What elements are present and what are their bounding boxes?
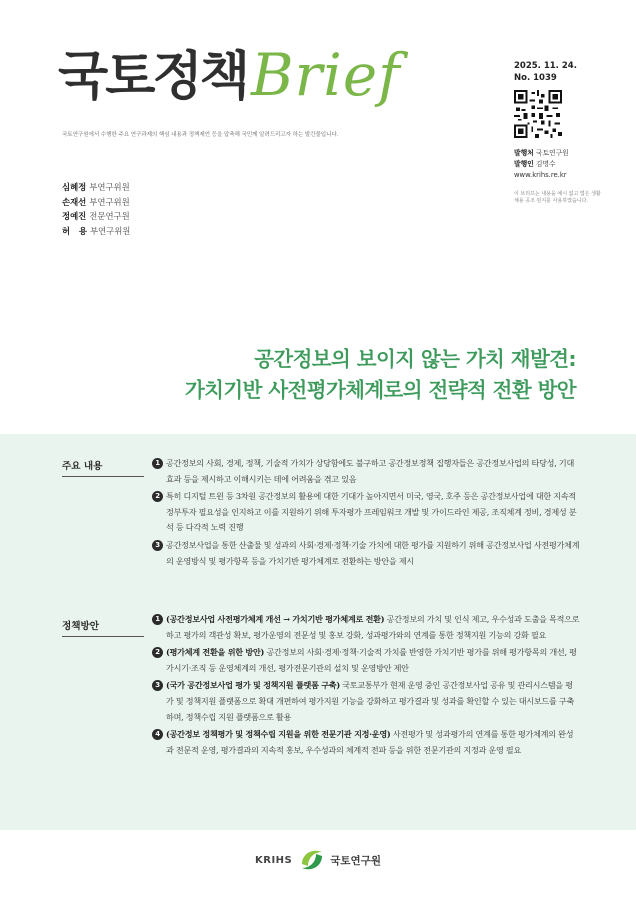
item-body: 사전평가 및 성과평가의 연계를 통한 평가체계의 완성과 전문적 운영, 평가결과의 지속적 홍보, 우수성과의 체계적 전파 등을 위한 전문기관의 지정과 운영 필요: [166, 729, 574, 755]
issue-date: 2025. 11. 24.: [514, 61, 577, 71]
org-name: 국토연구원: [330, 854, 381, 867]
footer: [0, 846, 636, 874]
section-label-policy: 정책방안: [62, 618, 144, 637]
summary-item: [152, 538, 580, 569]
brand-english: Brief: [250, 41, 401, 109]
author-row: [62, 195, 130, 210]
item-highlight: (공간정보 정책평가 및 정책수립 지원을 위한 전문기관 지정·운영): [166, 729, 391, 740]
title-line-1: 공간정보의 보이지 않는 가치 재발견:: [254, 347, 576, 371]
publication-logo: [58, 41, 401, 109]
krihs-logo-icon: [298, 846, 326, 874]
item-number-badge: 2: [152, 491, 163, 502]
policy-item: [152, 727, 580, 758]
item-number-badge: 2: [152, 647, 163, 658]
item-text: [166, 645, 580, 676]
report-title: [185, 344, 576, 406]
item-text: [166, 612, 580, 643]
author-role: 부연구위원: [89, 225, 131, 236]
summary-items: [152, 456, 580, 571]
author-name: 심혜정: [62, 182, 87, 192]
summary-item: [152, 456, 580, 487]
item-number-badge: 3: [152, 680, 163, 691]
author-name: 허 용: [62, 225, 87, 236]
qr-code-icon[interactable]: [514, 90, 562, 138]
author-role: 전문연구원: [89, 211, 130, 221]
publisher-info: [514, 148, 604, 181]
item-highlight: (국가 공간정보사업 평가 및 정책지원 플랫폼 구축): [166, 680, 340, 691]
author-row: [62, 209, 130, 224]
author-list: [62, 180, 130, 238]
item-body: 공간정보의 사회·경제·정책·기술적 가치를 반영한 가치기반 평가를 위해 평가항목의 개선, 평가시기·조직 등 운영체계의 개선, 평가전문기관의 설치 및 운영방안 제안: [166, 647, 577, 673]
item-body: 국토교통부가 현재 운영 중인 공간정보사업 공유 및 관리시스템을 평가 및 정책지원 플랫폼으로 확대 개편하여 평가지원 기능을 강화하고 평가결과 및 성과를 확인할 수 있는 대시보드를 구축하며, 정책수립 지원 플랫폼으로 활용: [166, 680, 575, 722]
item-text: 공간정보의 사회, 경제, 정책, 기술적 가치가 상당함에도 불구하고 공간정보정책 집행자들은 공간정보사업의 타당성, 기대효과 등을 제시하고 이해시키는 데에 어려움을 겪고 있음: [166, 458, 575, 484]
issue-meta: [514, 60, 604, 205]
publisher: 국토연구원: [535, 149, 569, 157]
author-row: [62, 180, 130, 195]
issuer-label: 발행인: [514, 160, 534, 168]
author-name: 정예진: [62, 211, 87, 221]
policy-item: [152, 612, 580, 643]
issuer: 김명수: [535, 160, 556, 168]
title-line-2: 가치기반 사전평가체계로의 전략적 전환 방안: [184, 378, 576, 402]
policy-items: [152, 612, 580, 760]
item-body: 공간정보의 가치 및 인식 제고, 우수성과 도출을 목적으로 하고 평가의 객관성 확보, 평가운영의 전문성 및 홍보 강화, 성과평가와의 연계를 통한 정책지원 기능의 강화 필요: [166, 614, 580, 640]
summary-item: [152, 489, 580, 536]
author-row: [62, 224, 130, 239]
author-name: 손재선: [62, 196, 87, 207]
item-highlight: (평가체계 전환을 위한 방안): [166, 647, 265, 658]
policy-item: [152, 678, 580, 725]
item-number-badge: 1: [152, 614, 163, 625]
item-text: 공간정보사업을 통한 산출물 및 성과의 사회·경제·정책·기술 가치에 대한 평가를 지원하기 위해 공간정보사업 사전평가체계의 운영방식 및 평가항목 등을 가치기반 평가체계로 전환하는 방안을 제시: [166, 539, 580, 566]
tagline: 국토연구원에서 수행한 주요 연구과제의 핵심 내용과 정책제언 등을 압축해 국민께 알려드리고자 하는 발간물입니다.: [62, 132, 339, 138]
item-number-badge: 1: [152, 458, 163, 469]
website-link[interactable]: www.krihs.re.kr: [514, 171, 567, 179]
item-text: [166, 727, 580, 758]
item-text: [166, 678, 580, 725]
font-notice: 이 브리프는 내용을 예시 없고 법은 생활체용 공조 된지를 사용하였습니다.: [514, 191, 601, 204]
publisher-label: 발행처: [514, 149, 534, 157]
brand-korean: 국토정책: [58, 47, 247, 108]
author-role: 부연구위원: [89, 182, 130, 192]
item-text: 특히 디지털 트윈 등 3차원 공간정보의 활용에 대한 기대가 높아지면서 미국, 영국, 호주 등은 공간정보사업에 대한 지속적 정부투자 필요성을 인지하고 이를 지원하기 위해 투자평가 프레임워크 개발 및 가이드라인 제공, 조직체계 정비, 경제성 분석 등 다각적 노력 진행: [166, 491, 577, 533]
issue-number: No. 1039: [514, 73, 557, 83]
author-role: 부연구위원: [89, 196, 130, 207]
item-number-badge: 4: [152, 729, 163, 740]
item-number-badge: 3: [152, 540, 163, 551]
item-highlight: (공간정보사업 사전평가체계 개선 → 가치기반 평가체계로 전환): [166, 614, 385, 624]
krihs-wordmark: KRIHS: [255, 854, 293, 866]
section-label-summary: 주요 내용: [62, 458, 144, 477]
policy-item: [152, 645, 580, 676]
